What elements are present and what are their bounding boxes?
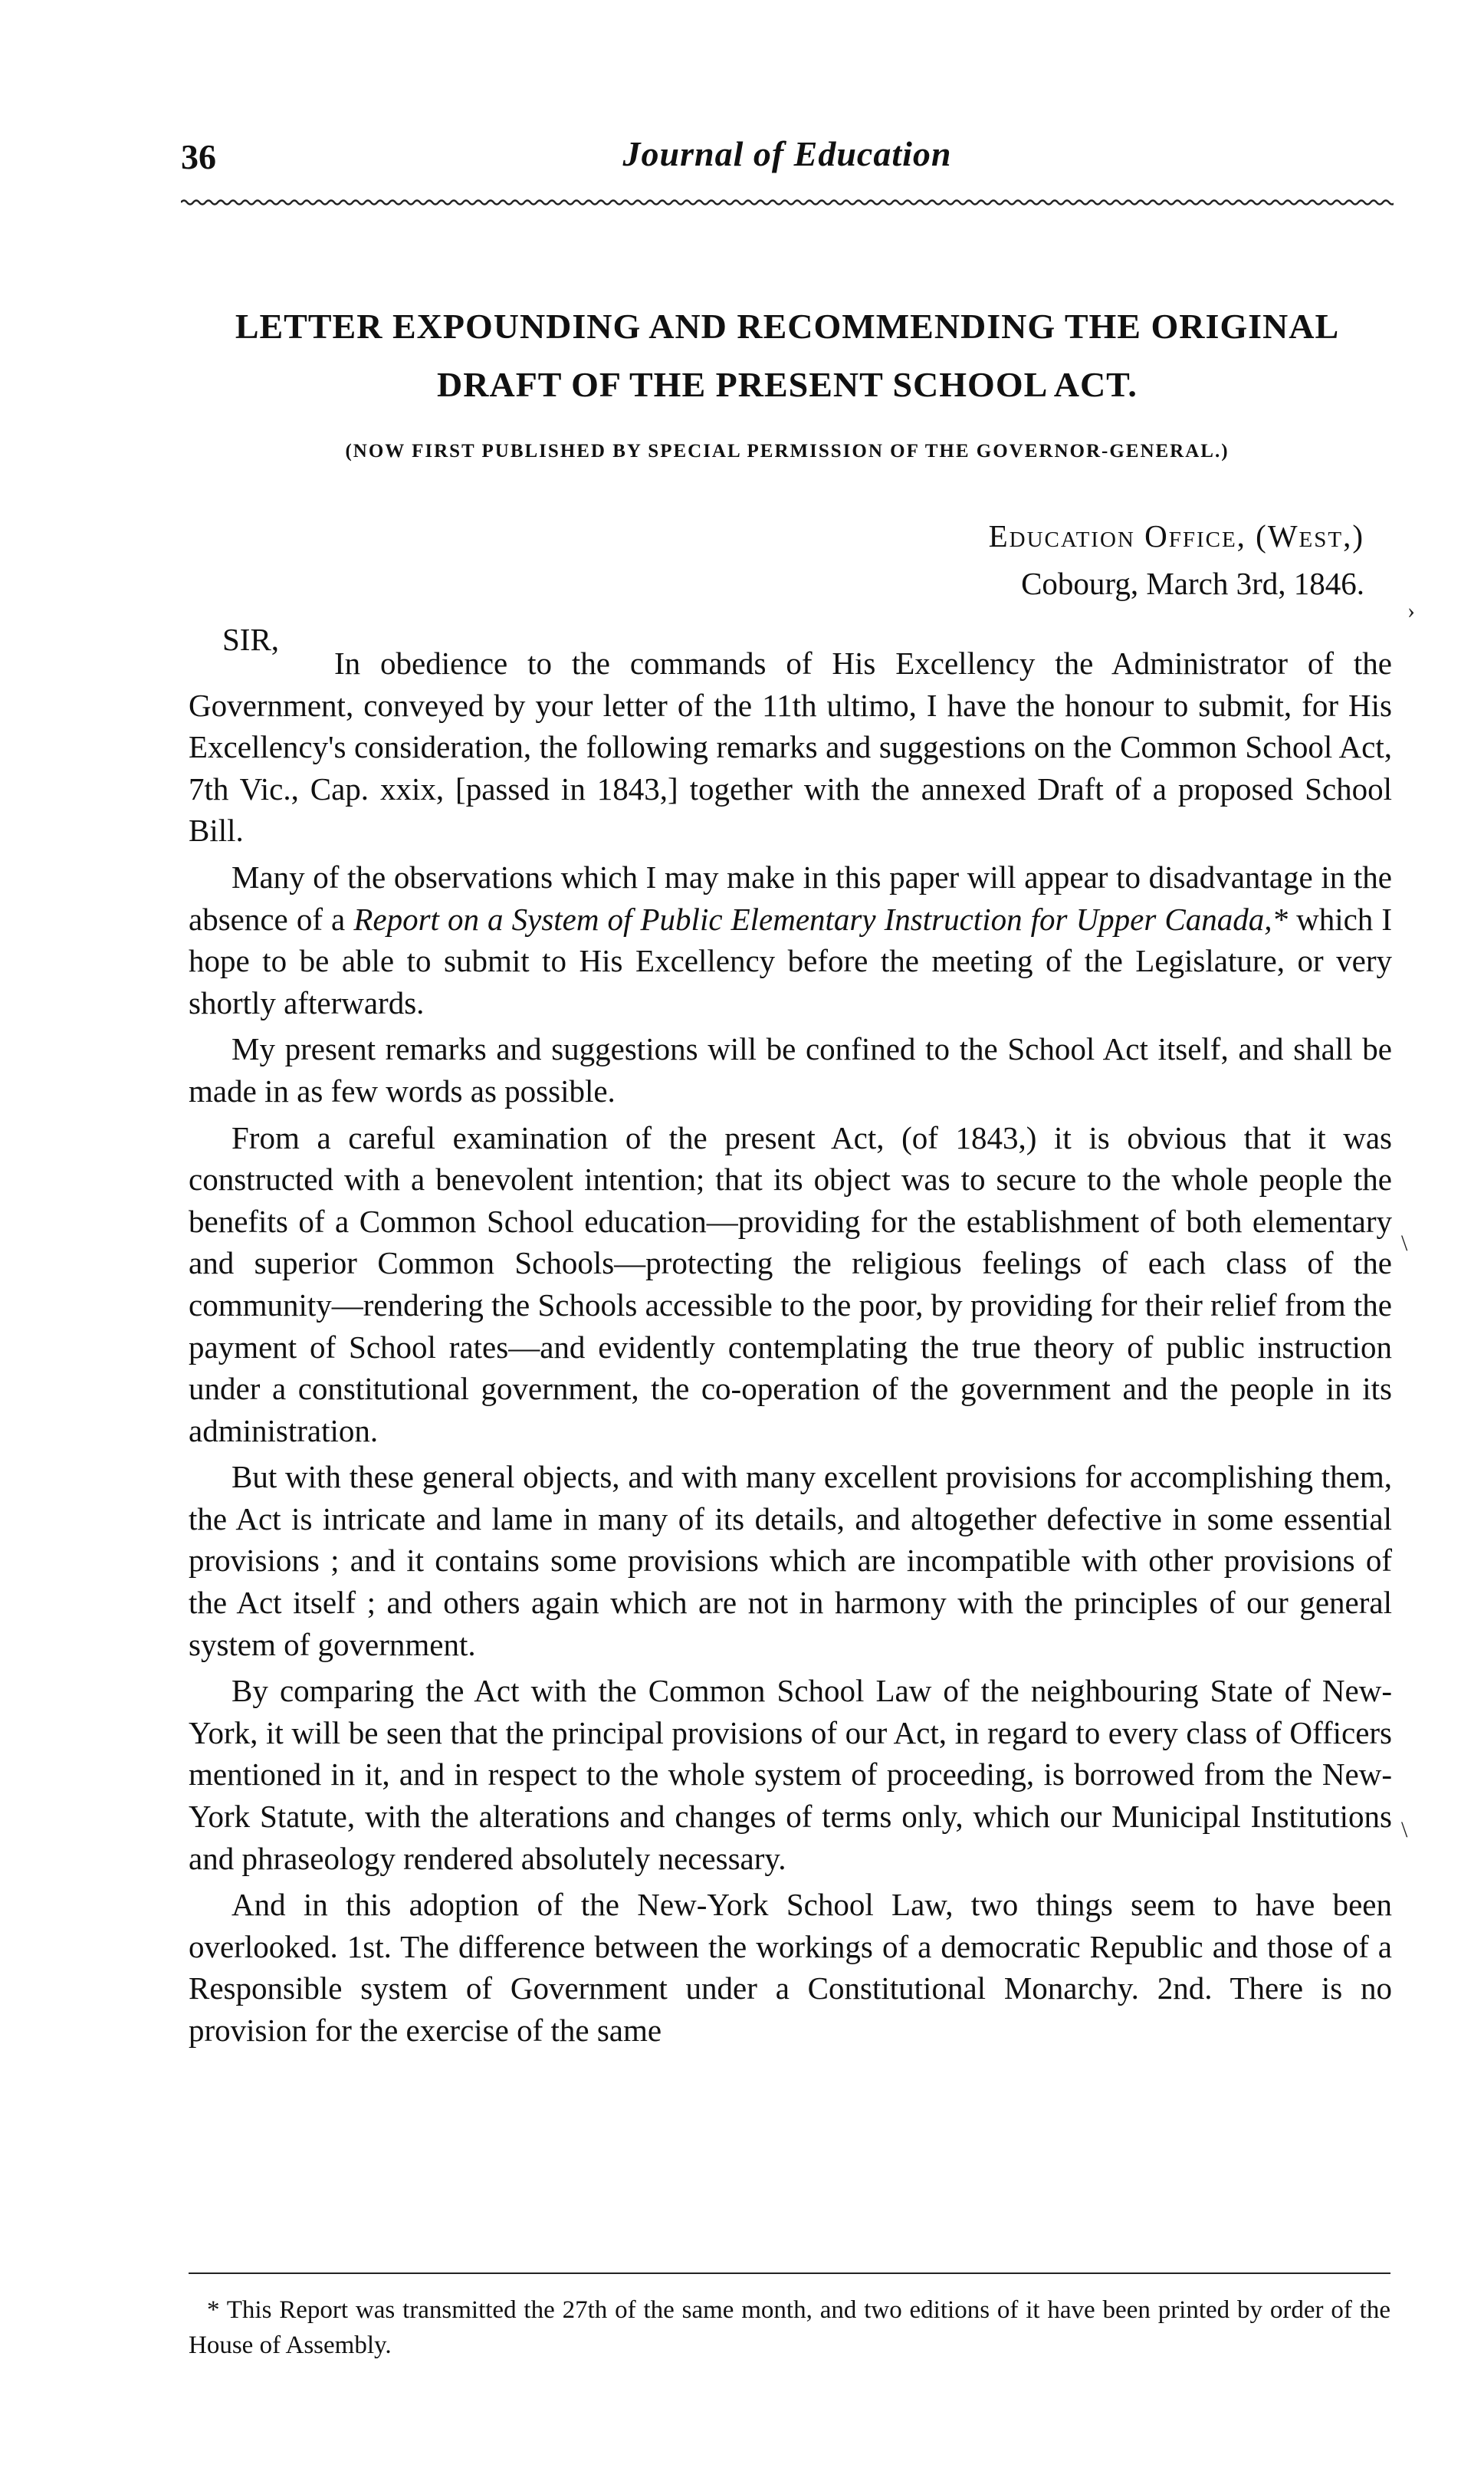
paragraph-6: By comparing the Act with the Common School Law of the neighbouring State of New-York, it will be seen that the principal provisions of our Act, in regard to every class of Officers mentioned in it, and in respect to the whole system of proceeding, is borrowed from the New-York Statute, with the alterations and changes of terms only, which our Municipal Institutions and phraseology rendered absolutely necessary.: [189, 1673, 1392, 1876]
paragraph-7: And in this adoption of the New-York School Law, two things seem to have been overlooked. 1st. The difference between the workings of a democratic Republic and those of a Responsible system of Government under a Constitutional Monarchy. 2nd. There is no provision for the exercise of the same: [189, 1887, 1392, 2048]
report-title-italic: Report on a System of Public Elementary Instruction for Upper Canada,*: [353, 901, 1289, 937]
dateline-office: Education Office, (West,): [988, 518, 1364, 554]
running-head: [181, 129, 1394, 190]
paragraph-1: In obedience to the commands of His Excellency the Administrator of the Government, conveyed by your letter of the 11th ultimo, I have the honour to submit, for His Excellency's consideration, the following remarks and suggestions on the Common School Act, 7th Vic., Cap. xxix, [passed in 1843,] together with the annexed Draft of a proposed School Bill.: [189, 646, 1392, 849]
paragraph-3: My present remarks and suggestions will be confined to the School Act itself, and shall be made in as few words as possible.: [189, 1031, 1392, 1109]
journal-title: Journal of Education: [622, 134, 952, 173]
paragraph-5: But with these general objects, and with many excellent provisions for accomplishing them, the Act is intricate and lame in many of its details, and altogether defective in some essential provisions ; and it contains some provisions which are incompatible with other provisions of the Act itself ; and others again which are not in harmony with the principles of our general system of government.: [189, 1459, 1392, 1662]
article-title: [181, 297, 1394, 414]
wavy-rule: [181, 196, 1394, 209]
title-line-1: LETTER EXPOUNDING AND RECOMMENDING THE ORIGINAL: [235, 307, 1340, 346]
paragraph-2: [189, 856, 1392, 1024]
letter-body: [189, 642, 1392, 2056]
paragraph-2-end: which I hope to be able to submit to His Excellency before the meeting of the Legislature, or very shortly afterwards.: [189, 901, 1393, 1020]
footnote-rule: [189, 2272, 1390, 2274]
salutation: SIR,: [222, 622, 280, 657]
page-number: 36: [181, 137, 216, 176]
article-subtitle: (NOW FIRST PUBLISHED BY SPECIAL PERMISSION OF THE GOVERNOR-GENERAL.): [345, 441, 1230, 462]
paragraph-2-start: Many of the observations which I may make in this paper will appear to disadvantage in the absence of a: [189, 859, 1392, 937]
margin-mark: ›: [1407, 598, 1415, 623]
dateline: [989, 512, 1364, 607]
paragraph-4: From a careful examination of the present Act, (of 1843,) it is obvious that it was constructed with a benevolent intention; that its object was to secure to the whole people the benefits of a Common School education—providing for the establishment of both elementary and superior Common Schools—protecting the religious feelings of each class of the community—rendering the Schools accessible to the poor, by providing for their relief from the payment of School rates—and evidently contemplating the true theory of public instruction under a constitutional government, the co-operation of the government and the people in its administration.: [189, 1119, 1392, 1448]
margin-mark: \: [1401, 1817, 1408, 1842]
dateline-place-date: Cobourg, March 3rd, 1846.: [1021, 566, 1364, 601]
title-line-2: DRAFT OF THE PRESENT SCHOOL ACT.: [437, 365, 1138, 404]
margin-mark: \: [1401, 1231, 1408, 1256]
footnote: * This Report was transmitted the 27th of the same month, and two editions of it have been printed by order of the House of Assembly.: [189, 2296, 1390, 2359]
